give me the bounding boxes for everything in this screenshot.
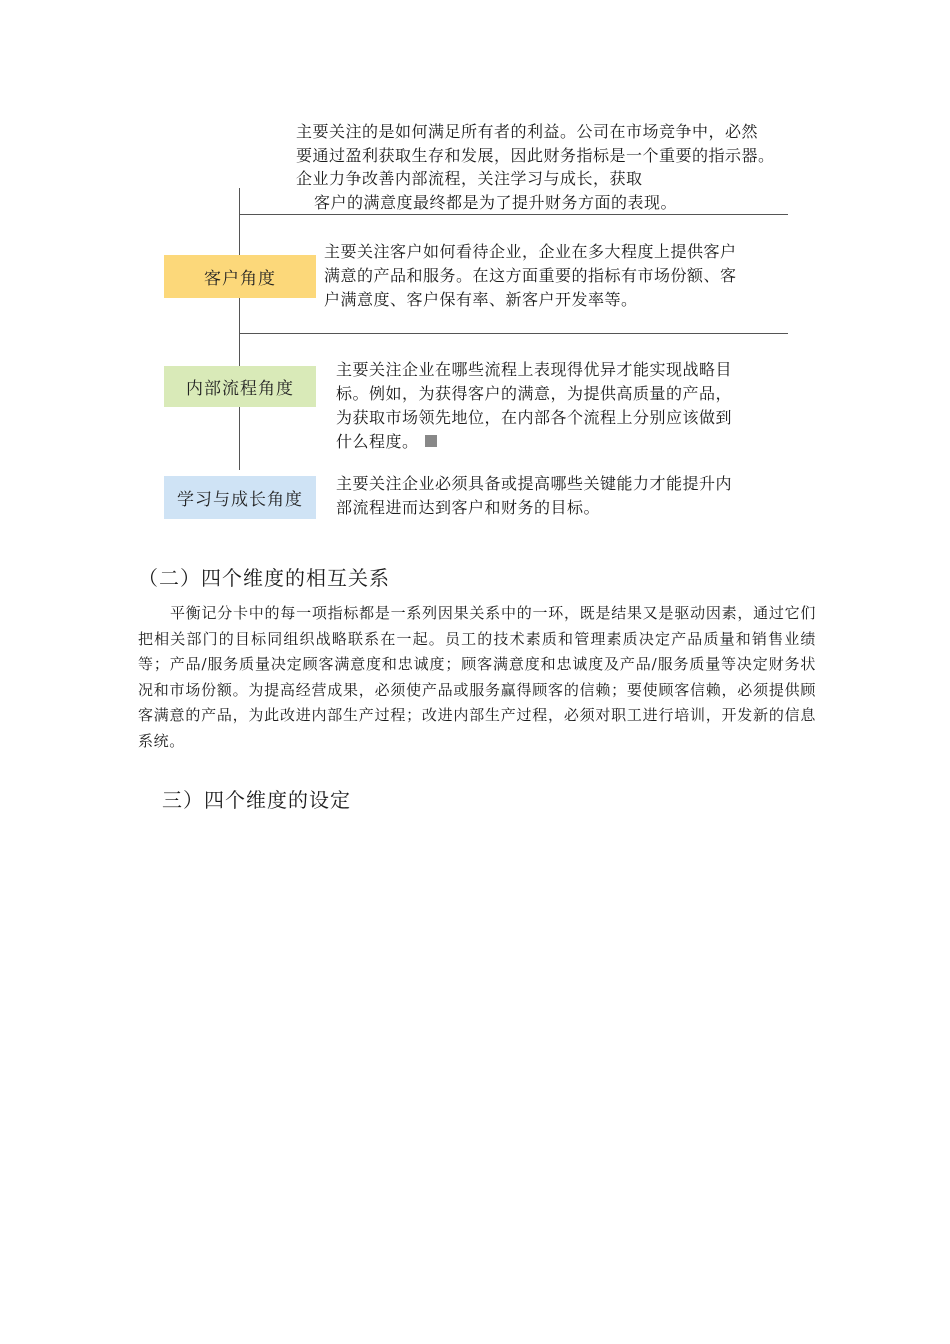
internal-process-text-line bbox=[336, 430, 786, 454]
section-2-heading: （二）四个维度的相互关系 bbox=[138, 566, 390, 590]
internal-process-text-line: 主要关注企业在哪些流程上表现得优异才能实现战略目 bbox=[336, 360, 733, 379]
diagram-spine bbox=[239, 188, 240, 470]
financial-description bbox=[296, 120, 816, 214]
financial-text-line: 主要关注的是如何满足所有者的利益。公司在市场竞争中，必然 bbox=[296, 122, 759, 141]
customer-text-line: 满意的产品和服务。在这方面重要的指标有市场份额、客 bbox=[324, 266, 737, 285]
internal-process-perspective-box bbox=[164, 366, 316, 407]
learning-growth-text-line: 部流程进而达到客户和财务的目标。 bbox=[336, 498, 601, 517]
diagram-separator bbox=[239, 214, 788, 215]
internal-process-perspective-label: 内部流程角度 bbox=[186, 379, 294, 399]
internal-process-description bbox=[336, 358, 786, 454]
square-marker-icon bbox=[425, 435, 437, 447]
financial-text-line: 企业力争改善内部流程，关注学习与成长，获取 bbox=[296, 169, 643, 188]
balanced-scorecard-diagram bbox=[0, 0, 950, 540]
customer-text-line: 户满意度、客户保有率、新客户开发率等。 bbox=[324, 290, 638, 309]
customer-text-line: 主要关注客户如何看待企业，企业在多大程度上提供客户 bbox=[324, 242, 737, 261]
section-2-paragraph: 平衡记分卡中的每一项指标都是一系列因果关系中的一环，既是结果又是驱动因素，通过它们把相关部门的目标同组织战略联系在一起。员工的技术素质和管理素质决定产品质量和销售业绩等；产品/服务质量决定顾客满意度和忠诚度；顾客满意度和忠诚度及产品/服务质量等决定财务状况和市场份额。为提高经营成果，必须使产品或服务赢得顾客的信赖；要使顾客信赖，必须提供顾客满意的产品，为此改进内部生产过程；改进内部生产过程，必须对职工进行培训，开发新的信息系统。 bbox=[138, 604, 816, 750]
financial-text-line: 客户的满意度最终都是为了提升财务方面的表现。 bbox=[314, 192, 678, 212]
section-3-heading: 三）四个维度的设定 bbox=[162, 788, 351, 812]
internal-process-text-line: 标。例如，为获得客户的满意，为提供高质量的产品， bbox=[336, 384, 733, 403]
financial-text-line: 要通过盈利获取生存和发展，因此财务指标是一个重要的指示器。 bbox=[296, 145, 775, 165]
internal-process-text-last: 什么程度。 bbox=[336, 432, 419, 451]
learning-growth-perspective-label: 学习与成长角度 bbox=[177, 490, 303, 510]
learning-growth-text-line: 主要关注企业必须具备或提高哪些关键能力才能提升内 bbox=[336, 474, 733, 493]
customer-perspective-label: 客户角度 bbox=[204, 269, 276, 289]
internal-process-text-line: 为获取市场领先地位，在内部各个流程上分别应该做到 bbox=[336, 408, 733, 427]
learning-growth-perspective-box bbox=[164, 476, 316, 519]
customer-perspective-box bbox=[164, 255, 316, 298]
customer-description bbox=[324, 240, 794, 312]
diagram-separator bbox=[239, 333, 788, 334]
learning-growth-description bbox=[336, 472, 786, 520]
